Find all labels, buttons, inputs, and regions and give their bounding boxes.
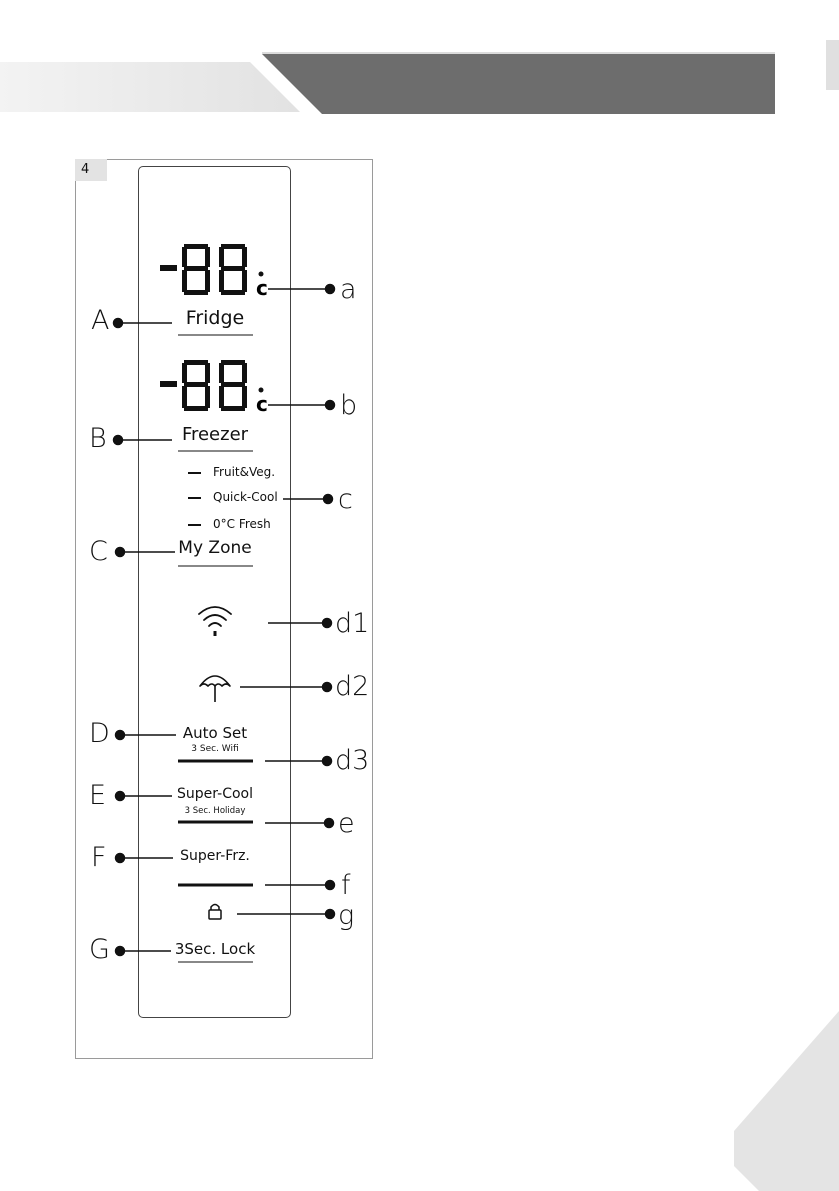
corner-decoration xyxy=(719,991,839,1191)
auto-set-sublabel: 3 Sec. Wifi xyxy=(191,744,239,754)
option-text: Fruit&Veg. xyxy=(213,465,276,479)
my-zone-option-fruit-veg xyxy=(188,465,275,479)
banner-light-band xyxy=(0,62,300,112)
freezer-temperature-display xyxy=(152,358,282,414)
lock-icon xyxy=(206,902,224,920)
header-banner xyxy=(0,0,839,120)
callout-b: b xyxy=(340,390,358,421)
callout-B: B xyxy=(89,423,107,454)
freezer-degree-unit xyxy=(256,388,268,415)
callout-e: e xyxy=(338,808,355,839)
fridge-temperature-display xyxy=(152,242,282,298)
option-text: 0°C Fresh xyxy=(213,517,271,531)
lock-label: 3Sec. Lock xyxy=(174,940,256,958)
fridge-digit-2 xyxy=(219,244,247,295)
option-indicator xyxy=(188,497,201,499)
callout-D: D xyxy=(89,718,110,749)
callout-d3: d3 xyxy=(335,745,370,776)
freezer-minus-segment xyxy=(160,381,177,387)
callout-E: E xyxy=(89,780,107,811)
callout-A: A xyxy=(91,305,110,336)
callout-g: g xyxy=(338,900,355,931)
umbrella-icon xyxy=(198,670,232,704)
option-indicator xyxy=(188,472,201,474)
banner-edge-tab xyxy=(826,40,839,90)
fridge-label: Fridge xyxy=(185,307,245,329)
my-zone-option-quick-cool xyxy=(188,490,278,504)
callout-c: c xyxy=(338,484,353,515)
fridge-digit-1 xyxy=(182,244,210,295)
fridge-minus-segment xyxy=(160,265,177,271)
freezer-digit-2 xyxy=(219,360,247,411)
wifi-icon xyxy=(195,602,235,638)
freezer-label: Freezer xyxy=(181,424,249,445)
figure-number: 4 xyxy=(75,159,107,181)
super-frz-label: Super-Frz. xyxy=(180,848,250,864)
freezer-unit-glyph: c xyxy=(256,392,268,414)
callout-a: a xyxy=(340,274,357,305)
callout-d1: d1 xyxy=(335,608,370,639)
my-zone-label: My Zone xyxy=(178,538,252,558)
auto-set-label: Auto Set xyxy=(182,724,248,742)
callout-G: G xyxy=(89,934,110,965)
callout-d2: d2 xyxy=(335,671,370,702)
callout-C: C xyxy=(89,536,108,567)
fridge-degree-unit xyxy=(256,272,268,299)
fridge-unit-glyph: c xyxy=(256,276,268,298)
banner-dark-band xyxy=(262,54,775,114)
super-cool-label: Super-Cool xyxy=(177,786,253,802)
option-indicator xyxy=(188,524,201,526)
super-cool-sublabel: 3 Sec. Holiday xyxy=(184,806,246,816)
callout-f: f xyxy=(341,870,351,901)
corner-shape xyxy=(734,1011,839,1191)
callout-F: F xyxy=(91,842,107,873)
my-zone-option-zero-fresh xyxy=(188,517,271,531)
freezer-digit-1 xyxy=(182,360,210,411)
option-text: Quick-Cool xyxy=(213,490,278,504)
